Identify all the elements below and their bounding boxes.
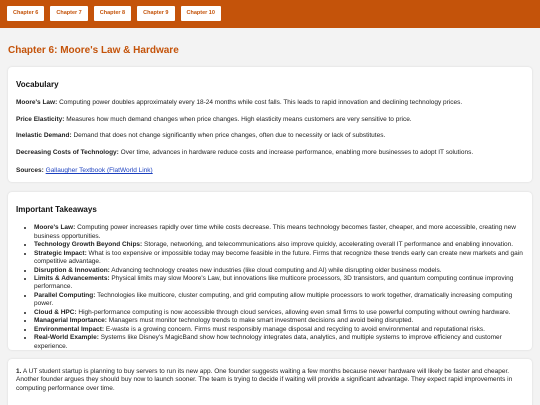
tab-chapter-6[interactable]: Chapter 6: [7, 6, 44, 21]
takeaway-term: Disruption & Innovation:: [34, 266, 110, 274]
vocab-definition: Over time, advances in hardware reduce costs and increase performance, enabling more businesses to adopt IT solutions.: [118, 148, 474, 156]
takeaway-term: Environmental Impact:: [34, 325, 105, 333]
sources-line: [16, 167, 524, 175]
tab-chapter-9[interactable]: Chapter 9: [137, 6, 174, 21]
takeaway-term: Managerial Importance:: [34, 317, 107, 325]
question-body: A UT student startup is planning to buy servers to run its new app. One founder suggests waiting a few months because newer hardware will likely be faster and cheaper. Another founder argues they should buy now to launch sooner. The team is trying to decide if waiting will provide a significant advantage. They expect rapid improvements in computing performance over time.: [16, 368, 513, 392]
takeaway-item: [34, 334, 524, 351]
takeaway-item: [34, 292, 524, 309]
vocab-term: Inelastic Demand:: [16, 132, 72, 140]
takeaways-card: [8, 192, 532, 350]
takeaway-item: [34, 250, 524, 267]
takeaway-term: Limits & Advancements:: [34, 275, 110, 283]
takeaway-term: Real-World Example:: [34, 334, 99, 342]
vocabulary-title: Vocabulary: [16, 80, 59, 89]
tab-chapter-10[interactable]: Chapter 10: [181, 6, 221, 21]
vocab-term: Moore's Law:: [16, 99, 58, 107]
takeaway-text: Storage, networking, and telecommunications also improve quickly, accelerating overall IT performance and enabling innovation.: [142, 241, 514, 249]
takeaway-term: Cloud & HPC:: [34, 308, 77, 316]
takeaways-list: [34, 224, 524, 351]
vocab-item: [16, 132, 524, 140]
vocab-item: [16, 116, 524, 124]
question-card: [8, 359, 532, 405]
takeaway-text: E-waste is a growing concern. Firms must responsibly manage disposal and recycling to avoid environmental and reputational risks.: [104, 325, 485, 333]
takeaway-term: Strategic Impact:: [34, 249, 87, 257]
takeaways-title: Important Takeaways: [16, 205, 97, 214]
takeaway-text: What is too expensive or impossible today may become feasible in the future. Firms that recognize these trends early can create new markets and gain competitive advantage.: [34, 249, 523, 266]
page-title: Chapter 6: Moore's Law & Hardware: [8, 45, 179, 56]
vocab-term: Price Elasticity:: [16, 115, 65, 123]
vocab-definition: Demand that does not change significantly when price changes, often due to necessity or lack of substitutes.: [71, 132, 386, 140]
takeaway-item: [34, 317, 524, 325]
question-number: 1.: [16, 368, 22, 375]
tab-chapter-7[interactable]: Chapter 7: [50, 6, 87, 21]
sources-link[interactable]: Gallaugher Textbook (FlatWorld Link): [45, 167, 153, 175]
takeaway-text: Advancing technology creates new industries (like cloud computing and AI) while disrupting older business models.: [109, 266, 442, 274]
takeaway-text: Managers must monitor technology trends to make smart investment decisions and avoid being disrupted.: [106, 317, 414, 325]
takeaway-text: High-performance computing is now accessible through cloud services, allowing even small firms to use powerful computing without owning hardware.: [76, 308, 511, 316]
takeaway-term: Parallel Computing:: [34, 291, 96, 299]
vocab-definition: Computing power doubles approximately every 18-24 months while cost falls. This leads to rapid innovation and declining technology prices.: [57, 99, 463, 107]
takeaway-item: [34, 241, 524, 249]
takeaway-text: Computing power increases rapidly over time while costs decrease. This means technology becomes faster, cheaper, and more accessible, creating new business opportunities.: [34, 224, 516, 240]
takeaway-term: Technology Growth Beyond Chips:: [34, 241, 143, 249]
takeaway-text: Physical limits may slow Moore's Law, but innovations like multicore processors, 3D transistors, and quantum computing continue improving performance.: [34, 275, 514, 291]
vocabulary-card: [8, 67, 532, 182]
takeaway-item: [34, 326, 524, 334]
takeaway-item: [34, 309, 524, 317]
vocab-term: Decreasing Costs of Technology:: [16, 148, 119, 156]
takeaway-item: [34, 267, 524, 275]
vocab-item: [16, 149, 524, 157]
takeaway-term: Moore's Law:: [34, 224, 76, 232]
takeaway-item: [34, 275, 524, 292]
tab-chapter-8[interactable]: Chapter 8: [94, 6, 131, 21]
takeaway-item: [34, 224, 524, 241]
takeaway-text: Technologies like multicore, cluster computing, and grid computing allow multiple processors to work together, dramatically increasing computing power.: [34, 291, 513, 308]
vocab-definition: Measures how much demand changes when price changes. High elasticity means customers are very sensitive to price.: [64, 115, 412, 123]
vocab-item: [16, 99, 524, 107]
takeaway-text: Systems like Disney's MagicBand show how technology integrates data, analytics, and multiple systems to improve efficiency and customer experience.: [34, 334, 502, 350]
question-text: [16, 368, 524, 393]
sources-label: Sources:: [16, 167, 44, 175]
chapter-nav: [0, 0, 540, 28]
